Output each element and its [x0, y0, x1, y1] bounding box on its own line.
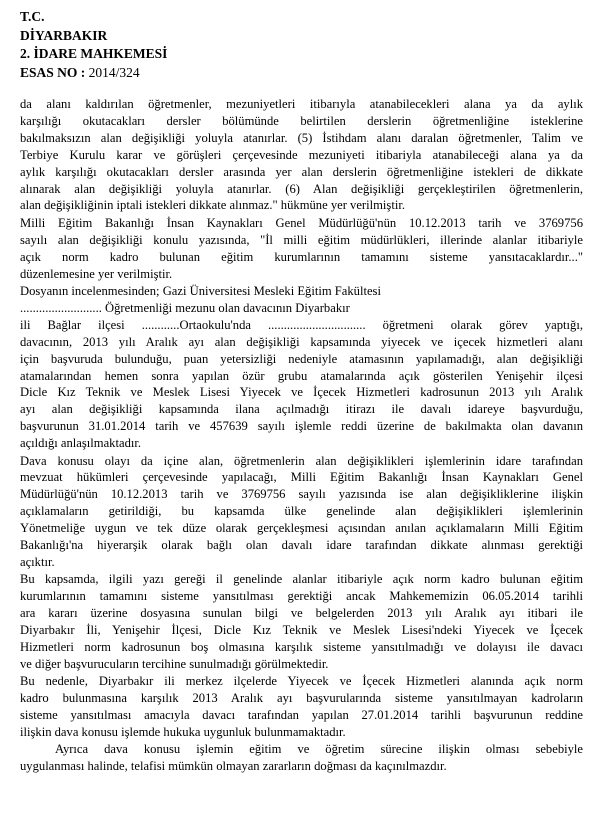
text-line: davacının, 2013 yılı Aralık ayı alan değişikliği kapsamında yiyecek ve içecek hizmetleri alanı — [20, 334, 583, 349]
text-line: Diyarbakır İli, Yenişehir İlçesi, Dicle Kız Teknik ve Meslek Lisesi'ndeki Yiyecek ve İçecek — [20, 623, 583, 638]
body-paragraph — [20, 571, 583, 672]
text-line: mevzuat hükümleri çerçevesinde yapılacağı, Milli Eğitim Bakanlığı İnsan Kaynakları Genel — [20, 470, 583, 485]
text-line: ili Bağlar ilçesi ............Ortaokulu'nda ............................... öğretmeni olarak görev yaptığı, — [20, 317, 583, 332]
text-line: alınarak alan değişikliği yoluyla atanırlar. (6) Alan değişikliği gerçekleştirilen öğretmenlerin, — [20, 181, 583, 196]
text-line: Ayrıca dava konusu işlemin eğitim ve öğretim sürecine ilişkin olması sebebiyle — [55, 742, 583, 757]
city-label: DİYARBAKIR — [20, 27, 108, 43]
text-line: sayılı alan değişikliği konulu yazısında, "İl milli eğitim müdürlükleri, illerinde alanlar itibariyle — [20, 232, 583, 247]
text-line: bakılmaksızın alan değişikliği yoluyla atanırlar. (5) İstihdam alanı daralan öğretmenler, Talim ve — [20, 130, 583, 145]
esas-number: 2014/324 — [88, 64, 140, 80]
document-header — [20, 8, 167, 82]
text-line: ara kararı üzerine dosyasına sunulan bilgi ve belgelerden 2013 yılı Aralık ayı itibari ile — [20, 606, 583, 621]
esas-label: ESAS NO : — [20, 64, 86, 80]
body-paragraph — [20, 215, 583, 283]
body-paragraph — [20, 283, 583, 452]
text-line: sisteme yansıtılması amacıyla davacı tarafından yapılan 27.01.2014 tarihli başvurunun reddine — [20, 708, 583, 723]
text-line: ve diğer başvurucuların tercihine sunulmadığı görülmektedir. — [20, 656, 329, 671]
text-line: Müdürlüğü'nün 10.12.2013 tarih ve 3769756 sayılı yazısında ise alan değişikliklerine ilişkin — [20, 487, 583, 502]
text-line: alan değişikliğinin iptali istekleri dikkate alınmaz." hükmüne yer verilmiştir. — [20, 198, 405, 213]
text-line: açıklamaların getirildiği, bu kapsamda ülke genelinde alan değişiklikleri işlemlerinin — [20, 504, 583, 519]
tc-label: T.C. — [20, 9, 45, 24]
court-name: 2. İDARE MAHKEMESİ — [20, 46, 168, 61]
text-line: Dava konusu olayı da içine alan, öğretmenlerin alan değişiklikleri işlemlerinin idare tarafından — [20, 453, 583, 468]
esas-line — [20, 64, 167, 83]
body-paragraph — [20, 453, 583, 571]
text-line: kurumlarının tamamını sisteme yansıtılması gerektiği ancak Mahkememizin 06.05.2014 tarihli — [20, 589, 583, 604]
text-line: Bu kapsamda, ilgili yazı gereği il genelinde alanlar itibariyle açık norm kadro bulunan eğitim — [20, 572, 583, 587]
text-line: için başvuruda bulunduğu, puan yetersizliği nedeniyle atamasının yapılamadığı, alan değişikliği — [20, 351, 583, 366]
body-paragraph — [20, 673, 583, 741]
body-paragraph — [20, 96, 583, 214]
document-body — [20, 96, 583, 776]
text-line: Yönetmeliğe uygun ve tek düze olarak gerçekleşmesi açısından anılan açıklamaların Milli Eğitim — [20, 521, 583, 536]
text-line: Dicle Kız Teknik ve Meslek Lisesi Yiyecek ve İçecek Hizmetleri kadrosunun 2013 yılı Aralık — [20, 385, 583, 400]
body-paragraph — [20, 741, 583, 775]
text-line: kadro bulunmasına karşılık 2013 Aralık ayı başvurularında sisteme yansıtılmayan kadroların — [20, 691, 583, 706]
text-line: Terbiye Kurulu karar ve görüşleri çerçevesinde mezuniyeti itibariyla atanabileceği alana ya da — [20, 147, 583, 162]
text-line: aylık karşılığı okutacakları dersler arasında yer alan derslerin öğretmenliğine istekleri de dikkate — [20, 164, 583, 179]
text-line: .......................... Öğretmenliği mezunu olan davacının Diyarbakır — [20, 300, 350, 315]
text-line: açıktır. — [20, 554, 55, 569]
text-line: uygulanması halinde, telafisi mümkün olmayan zararların doğması da kaçınılmazdır. — [20, 759, 447, 774]
text-line: Bakanlığı'na hiyerarşik olarak bağlı olan davalı idare tarafından dikkate alınması gerektiği — [20, 538, 583, 553]
text-line: başvurunun 31.01.2014 tarih ve 457639 sayılı işlemle reddi üzerine de bakılmakta olan davanın — [20, 419, 583, 434]
text-line: açık norm kadro bulunan eğitim kurumlarının tamamını sisteme yansıtacaklardır..." — [20, 249, 583, 264]
text-line: düzenlemesine yer verilmiştir. — [20, 266, 173, 281]
text-line: açıldığı anlaşılmaktadır. — [20, 436, 142, 451]
text-line: da alanı kaldırılan öğretmenler, mezuniyetleri itibarıyla atanabilecekleri alana ya da aylık — [20, 97, 583, 111]
text-line: karşılığı okutacakları dersler bölümünde belirtilen derslerin öğretmenliğine isteklerine — [20, 113, 583, 128]
text-line: atamalarından hemen sonra yapılan özür grubu atamalarında açık gösterilen Yenişehir ilçesi — [20, 368, 583, 383]
text-line: Hizmetleri norm kadrosunun boş olmasına karşılık sisteme yansıtılmadığı ve dolayısı ile davacı — [20, 640, 583, 654]
text-line: Dosyanın incelenmesinden; Gazi Üniversitesi Mesleki Eğitim Fakültesi — [20, 283, 381, 298]
text-line: Bu nedenle, Diyarbakır ili merkez ilçelerde Yiyecek ve İçecek Hizmetleri alanında açık norm — [20, 674, 583, 689]
text-line: ilişkin dava konusu işlemde hukuka uygunluk bulunmamaktadır. — [20, 725, 346, 740]
text-line: Milli Eğitim Bakanlığı İnsan Kaynakları Genel Müdürlüğü'nün 10.12.2013 tarih ve 3769756 — [20, 215, 583, 230]
text-line: ayı alan değişikliği kapsamında ilana açılmadığı itirazı ile davalı idareye başvurduğu, — [20, 402, 583, 417]
